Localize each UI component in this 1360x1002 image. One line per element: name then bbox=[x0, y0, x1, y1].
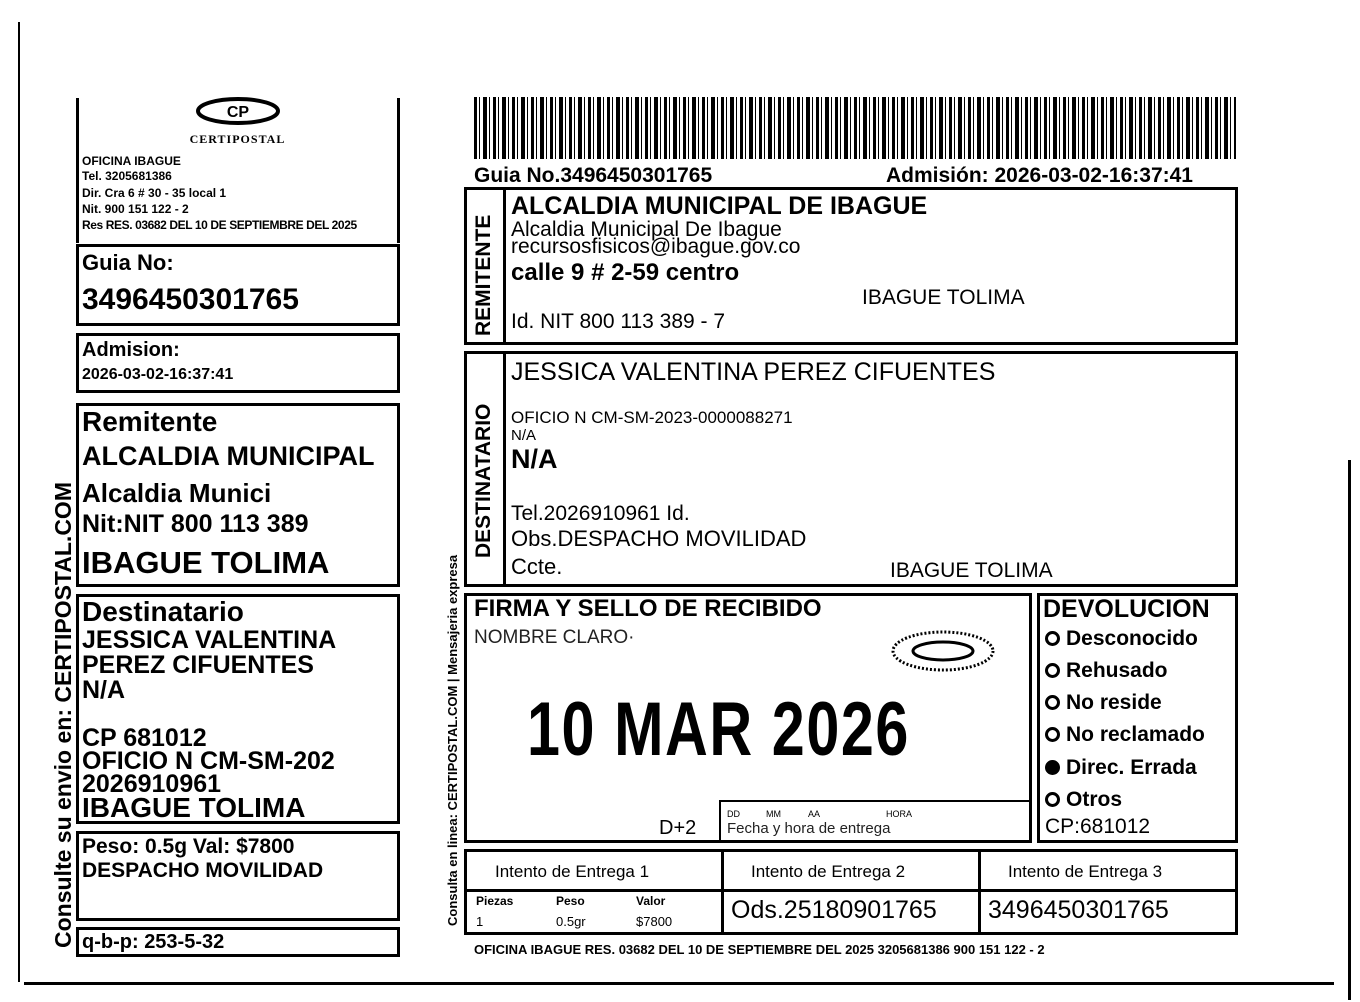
devolucion-option-5 bbox=[1045, 757, 1197, 778]
footer-text: OFICINA IBAGUE RES. 03682 DEL 10 DE SEPTIEMBRE DEL 2025 3205681386 900 151 122 - 2 bbox=[474, 942, 1045, 957]
consulte-vertical-text: Consulte su envio en: CERTIPOSTAL.COM bbox=[50, 482, 76, 948]
devolucion-option-label: No reside bbox=[1066, 691, 1162, 714]
devolucion-cp: CP:681012 bbox=[1045, 815, 1151, 838]
devolucion-title: DEVOLUCION bbox=[1043, 595, 1210, 623]
firma-fecha-label: Fecha y hora de entrega bbox=[727, 820, 891, 837]
left-remitente-title: Remitente bbox=[82, 406, 218, 437]
left-remitente-l2: Alcaldia Munici bbox=[82, 478, 272, 508]
devolucion-option-6 bbox=[1045, 789, 1122, 810]
left-header-vline-right bbox=[397, 98, 400, 243]
svg-text:CP: CP bbox=[226, 104, 249, 121]
office-name: OFICINA IBAGUE bbox=[82, 154, 181, 168]
intentos-vline-2 bbox=[978, 849, 981, 935]
firma-title: FIRMA Y SELLO DE RECIBIDO bbox=[474, 595, 822, 622]
firma-stamp-date: 10 MAR 2026 bbox=[527, 687, 910, 772]
left-dest-l6: 2026910961 bbox=[82, 770, 222, 798]
devolucion-option-label: No reclamado bbox=[1066, 723, 1205, 746]
left-dest-l2: PEREZ CIFUENTES bbox=[82, 651, 314, 679]
certipostal-logo-icon bbox=[193, 95, 283, 127]
devolucion-option-1 bbox=[1045, 628, 1198, 649]
left-qbp: q-b-p: 253-5-32 bbox=[82, 931, 225, 953]
left-dest-title: Destinatario bbox=[82, 596, 244, 627]
intento-3-label: Intento de Entrega 3 bbox=[1008, 862, 1163, 881]
left-peso-l1: Peso: 0.5g Val: $7800 bbox=[82, 835, 295, 858]
devolucion-option-4 bbox=[1045, 724, 1205, 745]
piezas-value: 1 bbox=[476, 914, 484, 929]
valor-value: $7800 bbox=[636, 914, 673, 929]
destinatario-obs: Obs.DESPACHO MOVILIDAD bbox=[511, 526, 807, 551]
radio-circle-icon bbox=[1045, 792, 1060, 807]
office-dir: Dir. Cra 6 # 30 - 35 local 1 bbox=[82, 186, 227, 200]
destinatario-box bbox=[464, 351, 1238, 587]
radio-circle-icon bbox=[1045, 663, 1060, 678]
certipostal-stamp-icon bbox=[888, 626, 998, 676]
logo-text: CERTIPOSTAL bbox=[189, 132, 286, 146]
left-dest-l1: JESSICA VALENTINA bbox=[82, 626, 337, 654]
frame-right-line bbox=[1348, 460, 1351, 1000]
left-remitente-l1: ALCALDIA MUNICIPAL bbox=[82, 441, 375, 471]
destinatario-na-small: N/A bbox=[511, 427, 537, 444]
piezas-label: Piezas bbox=[476, 894, 514, 908]
barcode bbox=[474, 97, 1236, 159]
devolucion-option-label: Direc. Errada bbox=[1066, 756, 1197, 779]
destinatario-city: IBAGUE TOLIMA bbox=[890, 559, 1053, 582]
firma-stamp-logo bbox=[888, 626, 998, 681]
top-guia: Guia No.3496450301765 bbox=[474, 164, 713, 187]
radio-circle-icon bbox=[1045, 695, 1060, 710]
office-tel: Tel. 3205681386 bbox=[82, 169, 172, 183]
firma-aa: AA bbox=[808, 809, 821, 819]
firma-hora: HORA bbox=[886, 809, 913, 819]
left-dest-l7: IBAGUE TOLIMA bbox=[82, 792, 306, 823]
remitente-id: Id. NIT 800 113 389 - 7 bbox=[511, 310, 726, 333]
remitente-email: recursosfisicos@ibague.gov.co bbox=[511, 235, 801, 258]
intento-2-label: Intento de Entrega 2 bbox=[751, 862, 906, 881]
remitente-divider bbox=[503, 187, 506, 345]
destinatario-name: JESSICA VALENTINA PEREZ CIFUENTES bbox=[511, 358, 996, 386]
destinatario-na-big: N/A bbox=[511, 444, 558, 474]
left-admision-label: Admision: bbox=[82, 339, 180, 361]
intentos-guia-value: 3496450301765 bbox=[988, 896, 1169, 924]
left-peso-l2: DESPACHO MOVILIDAD bbox=[82, 859, 324, 882]
certipostal-logo bbox=[155, 95, 320, 150]
intento-1-label: Intento de Entrega 1 bbox=[495, 862, 650, 881]
peso-label: Peso bbox=[556, 894, 585, 908]
destinatario-divider bbox=[503, 351, 506, 587]
left-header-vline-left bbox=[76, 98, 79, 243]
valor-label: Valor bbox=[636, 894, 666, 908]
devolucion-option-label: Rehusado bbox=[1066, 659, 1168, 682]
left-dest-l4: CP 681012 bbox=[82, 724, 207, 752]
firma-dplus: D+2 bbox=[659, 817, 697, 839]
remitente-city: IBAGUE TOLIMA bbox=[862, 286, 1025, 309]
intentos-vline-1 bbox=[721, 849, 724, 935]
intentos-hline bbox=[464, 889, 1238, 892]
radio-circle-icon bbox=[1045, 727, 1060, 742]
left-dest-l5: OFICIO N CM-SM-202 bbox=[82, 747, 335, 775]
destinatario-oficio: OFICIO N CM-SM-2023-0000088271 bbox=[511, 408, 793, 427]
firma-nombre: NOMBRE CLARO· bbox=[474, 627, 635, 648]
firma-dd: DD bbox=[727, 809, 740, 819]
left-admision-value: 2026-03-02-16:37:41 bbox=[82, 366, 234, 383]
radio-circle-checked-icon bbox=[1045, 760, 1060, 775]
peso-value: 0.5gr bbox=[556, 914, 586, 929]
remitente-address: calle 9 # 2-59 centro bbox=[511, 259, 740, 286]
consulta-linea-vertical-text: Consulta en linea: CERTIPOSTAL.COM | Mensajeria expresa bbox=[445, 554, 460, 926]
office-res: Res RES. 03682 DEL 10 DE SEPTIEMBRE DEL 2025 bbox=[82, 218, 357, 232]
devolucion-option-2 bbox=[1045, 660, 1168, 681]
office-nit: Nit. 900 151 122 - 2 bbox=[82, 202, 189, 216]
frame-bottom-line bbox=[24, 982, 1334, 985]
left-remitente-l4: IBAGUE TOLIMA bbox=[82, 545, 330, 580]
firma-mm: MM bbox=[766, 809, 781, 819]
ods-value: Ods.25180901765 bbox=[731, 896, 937, 924]
remitente-side-label: REMITENTE bbox=[472, 214, 495, 336]
destinatario-tel: Tel.2026910961 Id. bbox=[511, 502, 690, 525]
devolucion-option-3 bbox=[1045, 692, 1162, 713]
frame-left-line bbox=[18, 22, 20, 982]
destinatario-ccte: Ccte. bbox=[511, 554, 563, 579]
left-dest-l3: N/A bbox=[82, 676, 126, 704]
devolucion-option-label: Otros bbox=[1066, 788, 1123, 811]
top-admision: Admisión: 2026-03-02-16:37:41 bbox=[886, 164, 1193, 187]
remitente-name: ALCALDIA MUNICIPAL DE IBAGUE bbox=[511, 192, 928, 220]
devolucion-option-label: Desconocido bbox=[1066, 627, 1198, 650]
left-guia-label: Guia No: bbox=[82, 250, 174, 275]
left-guia-value: 3496450301765 bbox=[82, 283, 299, 316]
left-remitente-l3: Nit:NIT 800 113 389 bbox=[82, 510, 309, 538]
radio-circle-icon bbox=[1045, 631, 1060, 646]
destinatario-side-label: DESTINATARIO bbox=[472, 403, 495, 558]
remitente-sub: Alcaldia Municipal De Ibague bbox=[511, 218, 782, 241]
